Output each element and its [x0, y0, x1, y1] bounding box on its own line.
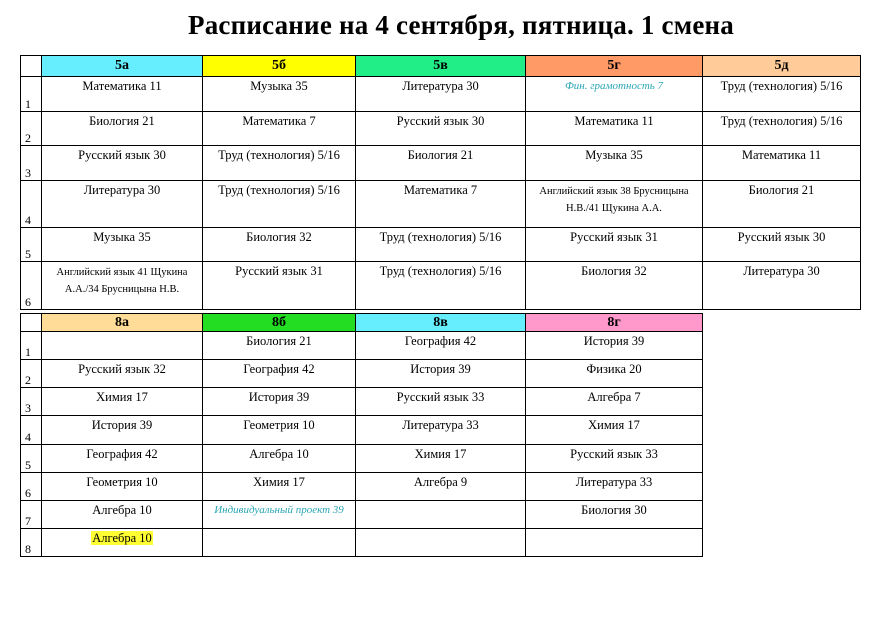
lesson-number: 3 [21, 388, 42, 416]
lesson-number: 6 [21, 262, 42, 310]
table-row [21, 262, 861, 310]
lesson-cell: Химия 17 [356, 445, 526, 473]
lesson-cell: География 42 [356, 332, 526, 360]
lesson-cell: Труд (технология) 5/16 [356, 228, 526, 262]
lesson-cell: Геометрия 10 [203, 416, 356, 445]
lesson-cell: Русский язык 33 [526, 445, 703, 473]
lesson-cell: Русский язык 30 [356, 112, 526, 146]
class-header-5a: 5а [42, 56, 203, 77]
lesson-cell [356, 501, 526, 529]
lesson-cell: Русский язык 31 [203, 262, 356, 310]
lesson-cell: География 42 [203, 360, 356, 388]
lesson-number: 4 [21, 181, 42, 228]
table-row [21, 501, 703, 529]
corner-cell [21, 314, 42, 332]
lesson-number: 2 [21, 112, 42, 146]
lesson-cell: История 39 [42, 416, 203, 445]
table-row [21, 416, 703, 445]
table-row [21, 360, 703, 388]
lesson-number: 5 [21, 228, 42, 262]
lesson-cell: Музыка 35 [42, 228, 203, 262]
table-row [21, 146, 861, 181]
lesson-cell [526, 529, 703, 557]
lesson-cell [203, 529, 356, 557]
class-header-8b: 8б [203, 314, 356, 332]
lesson-cell: Английский язык 38 Брусницына Н.В./41 Щукина А.А. [526, 181, 703, 228]
table-row [21, 228, 861, 262]
lesson-number: 5 [21, 445, 42, 473]
page-title: Расписание на 4 сентября, пятница. 1 смена [188, 10, 734, 40]
lesson-cell [42, 529, 203, 557]
lesson-cell: Математика 11 [526, 112, 703, 146]
schedule-table-grade8 [20, 313, 703, 557]
lesson-cell: Индивидуальный проект 39 [203, 501, 356, 529]
table-row [21, 529, 703, 557]
lesson-cell: История 39 [203, 388, 356, 416]
lesson-cell: Русский язык 33 [356, 388, 526, 416]
lesson-cell: Алгебра 10 [42, 501, 203, 529]
lesson-cell: Русский язык 31 [526, 228, 703, 262]
lesson-cell: Биология 30 [526, 501, 703, 529]
lesson-cell: Химия 17 [203, 473, 356, 501]
lesson-cell: Английский язык 41 Щукина А.А./34 Брусницына Н.В. [42, 262, 203, 310]
lesson-cell: Химия 17 [42, 388, 203, 416]
lesson-cell: Русский язык 30 [42, 146, 203, 181]
header-row [21, 314, 703, 332]
lesson-cell: Биология 32 [203, 228, 356, 262]
lesson-cell: Биология 21 [203, 332, 356, 360]
lesson-cell: Физика 20 [526, 360, 703, 388]
lesson-cell: Математика 7 [203, 112, 356, 146]
lesson-cell: Литература 30 [356, 77, 526, 112]
lesson-cell: Фин. грамотность 7 [526, 77, 703, 112]
lesson-cell: Геометрия 10 [42, 473, 203, 501]
lesson-cell: Труд (технология) 5/16 [356, 262, 526, 310]
lesson-number: 1 [21, 332, 42, 360]
lesson-cell: Биология 32 [526, 262, 703, 310]
table-row [21, 445, 703, 473]
lesson-number: 4 [21, 416, 42, 445]
lesson-cell: История 39 [526, 332, 703, 360]
lesson-cell: География 42 [42, 445, 203, 473]
class-header-8g: 8г [526, 314, 703, 332]
lesson-cell: Литература 33 [356, 416, 526, 445]
lesson-number: 8 [21, 529, 42, 557]
lesson-number: 7 [21, 501, 42, 529]
lesson-cell: Алгебра 9 [356, 473, 526, 501]
lesson-cell: Труд (технология) 5/16 [703, 112, 861, 146]
corner-cell [21, 56, 42, 77]
lesson-cell: Биология 21 [356, 146, 526, 181]
lesson-cell: Литература 33 [526, 473, 703, 501]
table-row [21, 181, 861, 228]
lesson-cell: Биология 21 [42, 112, 203, 146]
lesson-cell: Труд (технология) 5/16 [203, 146, 356, 181]
lesson-cell: История 39 [356, 360, 526, 388]
class-header-5g: 5г [526, 56, 703, 77]
table-row [21, 388, 703, 416]
class-header-5v: 5в [356, 56, 526, 77]
class-header-5b: 5б [203, 56, 356, 77]
schedule-table-grade5 [20, 55, 861, 310]
lesson-number: 1 [21, 77, 42, 112]
lesson-cell: Литература 30 [703, 262, 861, 310]
lesson-cell: Труд (технология) 5/16 [203, 181, 356, 228]
lesson-cell: Математика 11 [42, 77, 203, 112]
lesson-number: 3 [21, 146, 42, 181]
class-header-5d: 5д [703, 56, 861, 77]
table-row [21, 77, 861, 112]
lesson-number: 2 [21, 360, 42, 388]
lesson-cell: Алгебра 7 [526, 388, 703, 416]
lesson-cell: Химия 17 [526, 416, 703, 445]
lesson-cell [42, 332, 203, 360]
lesson-cell: Русский язык 30 [703, 228, 861, 262]
lesson-cell: Математика 11 [703, 146, 861, 181]
lesson-cell [356, 529, 526, 557]
lesson-cell: Биология 21 [703, 181, 861, 228]
table-row [21, 332, 703, 360]
lesson-cell: Музыка 35 [526, 146, 703, 181]
lesson-cell: Труд (технология) 5/16 [703, 77, 861, 112]
lesson-cell: Математика 7 [356, 181, 526, 228]
class-header-8a: 8а [42, 314, 203, 332]
lesson-cell: Литература 30 [42, 181, 203, 228]
lesson-cell: Русский язык 32 [42, 360, 203, 388]
lesson-cell: Алгебра 10 [203, 445, 356, 473]
highlighted-lesson: Алгебра 10 [92, 531, 152, 545]
header-row [21, 56, 861, 77]
class-header-8v: 8в [356, 314, 526, 332]
lesson-number: 6 [21, 473, 42, 501]
table-row [21, 112, 861, 146]
lesson-cell: Музыка 35 [203, 77, 356, 112]
table-row [21, 473, 703, 501]
